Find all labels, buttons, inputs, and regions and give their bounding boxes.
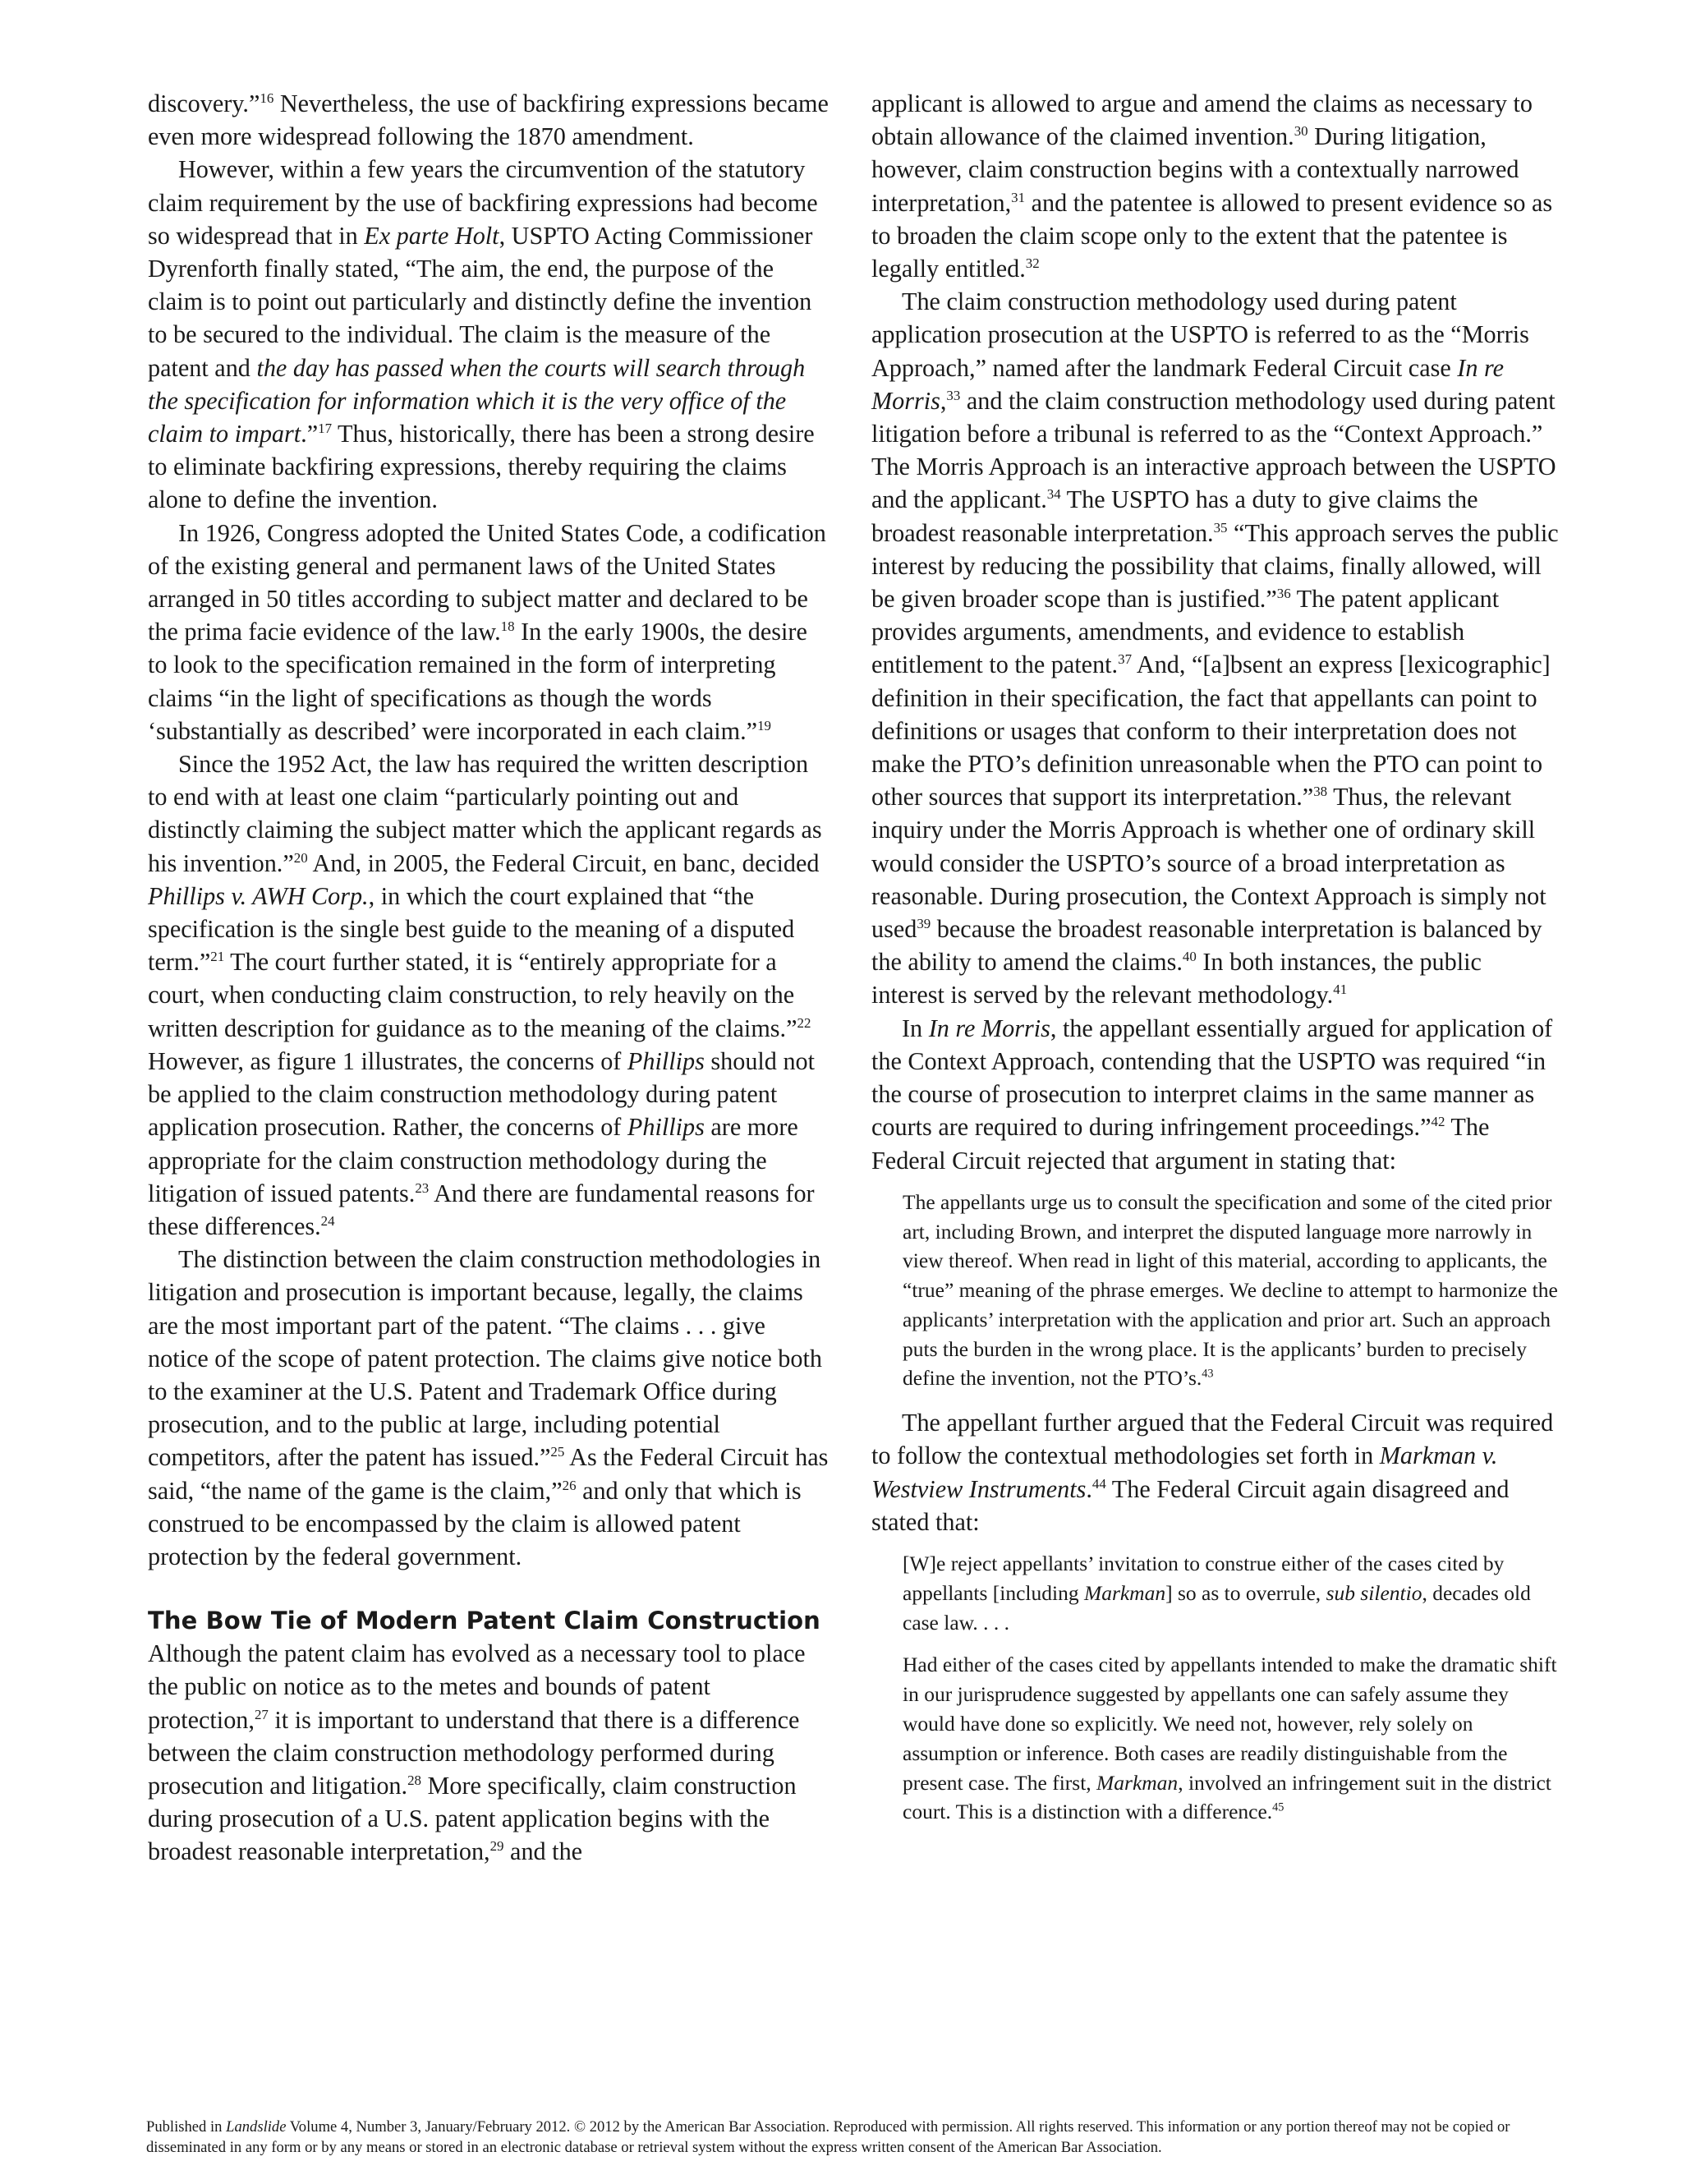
footnote-ref[interactable]: 43 <box>1202 1367 1214 1381</box>
right-column <box>871 87 1560 1827</box>
case-name: Phillips <box>627 1113 705 1142</box>
paragraph-8: The claim construction methodology used during patent application prosecution at the USPTO is referred to as the “Morris Approach,” named after the landmark Federal Circuit case In re Morris,$^{33}$ and the claim construction methodology used during patent litigation before a tribunal is referred to as the “Context Approach.” The Morris Approach is an interactive approach between the USPTO and the applicant.$^{34}$ The USPTO has a duty to give claims the broadest reasonable interpretation.$^{35}$ “This approach serves the public interest by reducing the possibility that claims, finally allowed, will be given broader scope than is justified.”$^{36}$ The patent applicant provides arguments, amendments, and evidence to establish entitlement to the patent.$^{37}$ And, “[a]bsent an express [lexicographic] definition in their specification, the fact that appellants can point to definitions or usages that conform to their interpretation does not make the PTO’s definition unreasonable when the PTO can point to other sources that support its interpretation.”$^{38}$ Thus, the relevant inquiry under the Morris Approach is whether one of ordinary skill would consider the USPTO’s source of a broad interpretation as reasonable. During prosecution, the Context Approach is simply not used$^{39}$ because the broadest reasonable interpretation is balanced by the ability to amend the claims.$^{40}$ In both instances, the public interest is served by the relevant methodology.$^{41}$ <box>871 287 1559 1009</box>
footnote-ref[interactable]: 17 <box>318 420 333 436</box>
footnote-ref[interactable]: 23 <box>415 1179 430 1196</box>
footnote-ref[interactable]: 42 <box>1431 1114 1445 1130</box>
paragraph-3: In 1926, Congress adopted the United States Code, a codification of the existing general and permanent laws of the United States arranged in 50 titles according to subject matter and declared to be the prima facie evidence of the law.$^{18}$ In the early 1900s, the desire to look to the specification remained in the form of interpreting claims “in the light of specifications as though the words ‘substantially as described’ were incorporated in each claim.”$^{19}$ <box>148 518 826 745</box>
copyright-notice: Published in Landslide Volume 4, Number 3, January/February 2012. © 2012 by the American Bar Association. Reproduced with permission. All rights reserved. This information or any portion thereof may not be copied or disseminated in any form or by any means or stored in an electronic database or retrieval system without the express written consent of the American Bar Association. <box>146 2118 1510 2156</box>
case-name: Phillips v. AWH Corp. <box>148 881 369 910</box>
footnote-ref[interactable]: 44 <box>1091 1475 1106 1492</box>
case-name: Markman <box>1096 1770 1179 1795</box>
paragraph-9: In In re Morris, the appellant essentially argued for application of the Context Approach, contending that the USPTO was required “in the course of prosecution to interpret claims in the same manner as courts are required to during infringement proceedings.”$^{42}$ The Federal Circuit rejected that argument in stating that: <box>871 1014 1553 1175</box>
paragraph-7: applicant is allowed to argue and amend the claims as necessary to obtain allowance of the claimed invention.$^{30}$ During litigation, however, claim construction begins with a contextually narrowed interpretation,$^{31}$ and the patentee is allowed to present evidence so as to broaden the claim scope only to the extent that the patentee is legally entitled.$^{32}$ <box>871 90 1553 283</box>
case-name: In re Morris <box>928 1014 1050 1042</box>
case-name: Ex parte Holt <box>364 221 499 250</box>
footnote-ref[interactable]: 45 <box>1272 1800 1284 1814</box>
paragraph-1: discovery.”$^{16}$ Nevertheless, the use of backfiring expressions became even more widespread following the 1870 amendment. <box>148 90 829 151</box>
footnote-ref[interactable]: 24 <box>320 1212 335 1229</box>
footnote-ref[interactable]: 30 <box>1294 123 1308 140</box>
block-quote-2 <box>903 1549 1560 1827</box>
footnote-ref[interactable]: 29 <box>489 1838 504 1855</box>
latin-phrase: sub silentio <box>1326 1580 1422 1605</box>
footnote-ref[interactable]: 31 <box>1011 189 1026 205</box>
copyright-footer <box>146 2117 1542 2158</box>
footnote-ref[interactable]: 33 <box>946 387 961 403</box>
paragraph-6: Although the patent claim has evolved as a necessary tool to place the public on notice as to the metes and bounds of patent protection,$^{27}$ it is important to understand that there is a difference between the claim construction methodology performed during prosecution and litigation.$^{28}$ More specifically, claim construction during prosecution of a U.S. patent application begins with the broadest reasonable interpretation,$^{29}$ and the <box>148 1639 806 1866</box>
case-name: Markman <box>1083 1580 1166 1605</box>
block-quote-1 <box>903 1188 1560 1394</box>
italic-quote: the day has passed when the courts will search through the specification for information which it is the very office of the claim to impart <box>148 353 806 448</box>
footnote-ref[interactable]: 38 <box>1313 784 1328 800</box>
footnote-ref[interactable]: 28 <box>407 1772 421 1788</box>
section-heading: The Bow Tie of Modern Patent Claim Construction <box>148 1607 820 1635</box>
paragraph-2: However, within a few years the circumvention of the statutory claim requirement by the use of backfiring expressions had become so widespread that in Ex parte Holt, USPTO Acting Commissioner Dyrenforth finally stated, “The aim, the end, the purpose of the claim is to point out particularly and distinctly define the invention to be secured to the individual. The claim is the measure of the patent and the day has passed when the courts will search through the specification for information which it is the very office of the claim to impart.”$^{17}$ Thus, historically, there has been a strong desire to eliminate backfiring expressions, thereby requiring the claims alone to define the invention. <box>148 155 818 514</box>
paragraph-4: Since the 1952 Act, the law has required the written description to end with at least one claim “particularly pointing out and distinctly claiming the subject matter which the applicant regards as his invention.”$^{20}$ And, in 2005, the Federal Circuit, en banc, decided Phillips v. AWH Corp., in which the court explained that “the specification is the single best guide to the meaning of a disputed term.”$^{21}$ The court further stated, it is “entirely appropriate for a court, when conducting claim construction, to rely heavily on the written description for guidance as to the meaning of the claims.”$^{22}$ However, as figure 1 illustrates, the concerns of Phillips should not be applied to the claim construction methodology during patent application prosecution. Rather, the concerns of Phillips are more appropriate for the claim construction methodology during the litigation of issued patents.$^{23}$ And there are fundamental reasons for these differences.$^{24}$ <box>148 750 822 1240</box>
case-name: Markman v. Westview Instruments <box>871 1441 1498 1503</box>
footnote-ref[interactable]: 36 <box>1276 585 1291 601</box>
paragraph-5: The distinction between the claim construction methodologies in litigation and prosecution is important because, legally, the claims are the most important part of the patent. “The claims . . . give notice of the scope of patent protection. The claims give notice both to the examiner at the U.S. Patent and Trademark Office during prosecution, and to the public at large, including potential competitors, after the patent has issued.”$^{25}$ As the Federal Circuit has said, “the name of the game is the claim,”$^{26}$ and only that which is construed to be encompassed by the claim is allowed patent protection by the federal government. <box>148 1245 829 1570</box>
footnote-ref[interactable]: 19 <box>757 717 771 733</box>
paragraph-10: The appellant further argued that the Federal Circuit was required to follow the contextual methodologies set forth in Markman v. Westview Instruments.$^{44}$ The Federal Circuit again disagreed and stated that: <box>871 1409 1554 1536</box>
footnote-ref[interactable]: 25 <box>550 1444 565 1460</box>
publication-name: Landslide <box>226 2118 287 2136</box>
case-name: In re Morris <box>871 353 1505 415</box>
footnote-ref[interactable]: 16 <box>260 90 274 106</box>
footnote-ref[interactable]: 41 <box>1333 982 1348 998</box>
footnote-ref[interactable]: 21 <box>210 949 225 965</box>
footnote-ref[interactable]: 20 <box>293 849 308 866</box>
quote-paragraph: [W]e reject appellants’ invitation to construe either of the cases cited by appellants [including Markman] so as to overrule, sub silentio, decades old case law. . . . <box>903 1552 1531 1635</box>
footnote-ref[interactable]: 39 <box>917 916 931 932</box>
footnote-ref[interactable]: 32 <box>1025 255 1040 271</box>
case-name: Phillips <box>627 1046 705 1075</box>
quote-paragraph: Had either of the cases cited by appellants intended to make the dramatic shift in our jurisprudence suggested by appellants one can safely assume they would have done so explicitly. We need not, however, rely solely on assumption or inference. Both cases are readily distinguishable from the present case. The first, Markman, involved an infringement suit in the district court. This is a distinction with a difference.$^{45}$ <box>903 1653 1557 1824</box>
footnote-ref[interactable]: 27 <box>254 1706 269 1722</box>
footnote-ref[interactable]: 37 <box>1118 651 1133 668</box>
footnote-ref[interactable]: 35 <box>1213 519 1228 536</box>
footnote-ref[interactable]: 22 <box>797 1014 811 1031</box>
footnote-ref[interactable]: 34 <box>1046 486 1061 503</box>
footnote-ref[interactable]: 18 <box>500 618 515 635</box>
footnote-ref[interactable]: 26 <box>562 1477 577 1493</box>
footnote-ref[interactable]: 40 <box>1182 949 1197 965</box>
left-column <box>148 87 831 1869</box>
quote-paragraph: The appellants urge us to consult the specification and some of the cited prior art, including Brown, and interpret the disputed language more narrowly in view thereof. When read in light of this material, according to applicants, the “true” meaning of the phrase emerges. We decline to attempt to harmonize the applicants’ interpretation with the application and prior art. Such an approach puts the burden in the wrong place. It is the applicants’ burden to precisely define the invention, not the PTO’s.$^{43}$ <box>903 1189 1558 1391</box>
